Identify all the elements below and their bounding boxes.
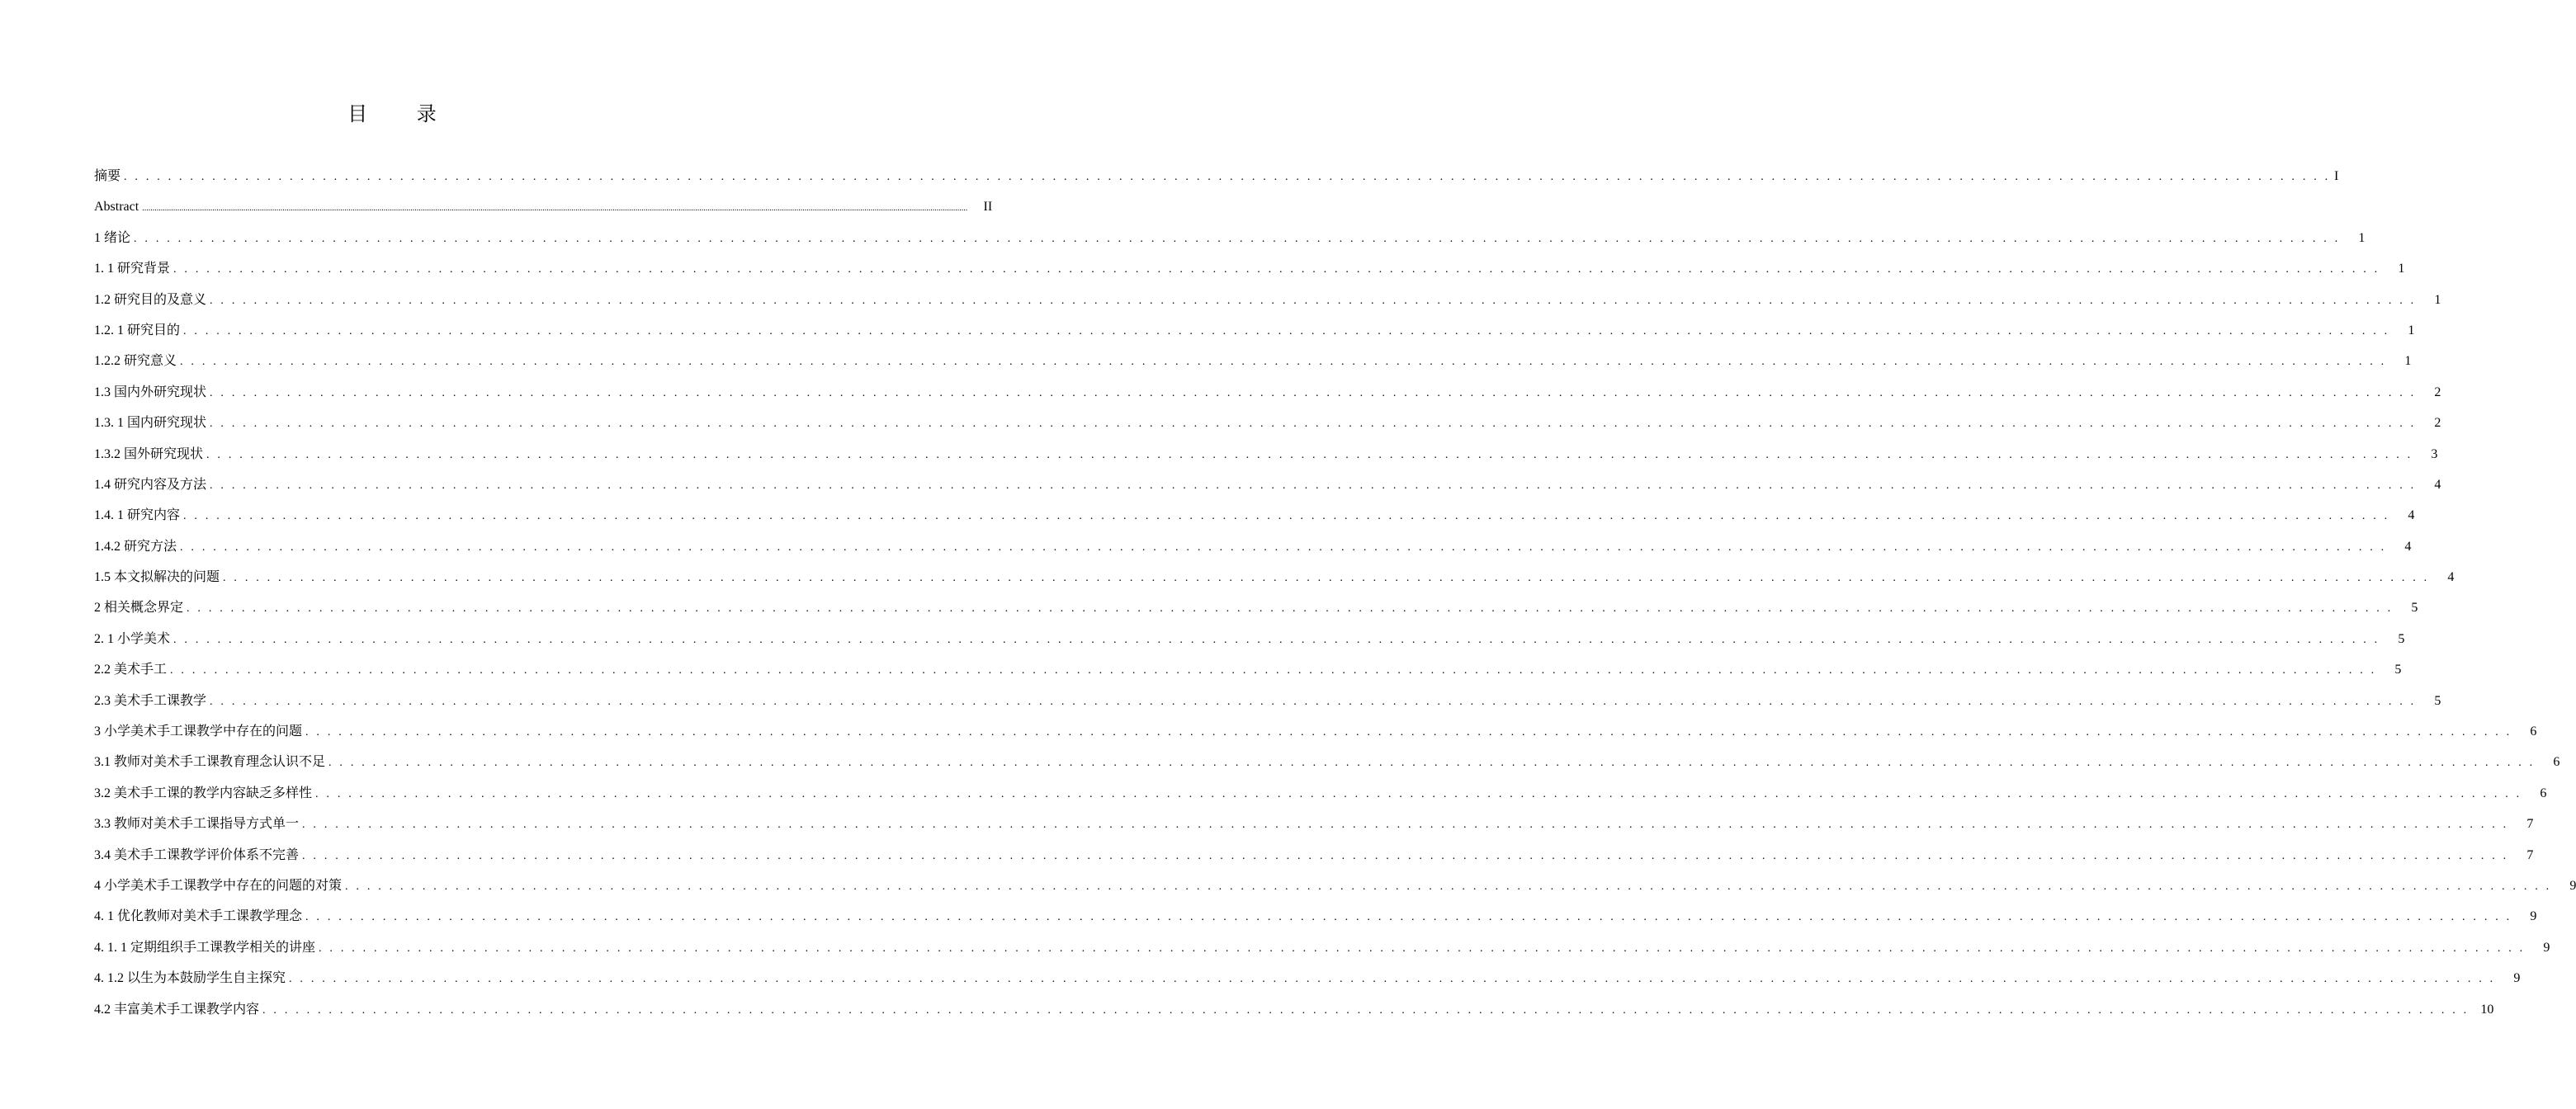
toc-entry-label: 1.3 国内外研究现状: [94, 385, 207, 399]
toc-entry-label: 1. 1 研究背景: [94, 262, 171, 276]
toc-entry-page-number: 1: [2408, 323, 2415, 337]
toc-entry-page-number: I: [2334, 169, 2339, 183]
toc-dot-leader: ................................................................................................................................................................................................................................................................................................................................................................................................................: [142, 204, 968, 214]
toc-entry-label: 4. 1. 1 定期组织手工课教学相关的讲座: [94, 940, 316, 955]
toc-entry[interactable]: [94, 439, 2438, 470]
toc-dot-leader: . . . . . . . . . . . . . . . . . . . . . . . . . . . . . . . . . . . . . . . . . . . . . . . . . . . . . . . . . . . . . . . . . . . . . . . . . . . . . . . . . . . . . . . . . . . . . . . . . . . . . . . . . . . . . . . . . . . . . . . . . . . . . . . . . . . . . . . . . . . . . . . . . . . . . . . . . . . . . . . . . . . . . . . . . . . . . . . . . . . . . . . . . . . . . . . . . . . . . . . .: [134, 232, 2341, 245]
toc-dot-leader: . . . . . . . . . . . . . . . . . . . . . . . . . . . . . . . . . . . . . . . . . . . . . . . . . . . . . . . . . . . . . . . . . . . . . . . . . . . . . . . . . . . . . . . . . . . . . . . . . . . . . . . . . . . . . . . . . . . . . . . . . . . . . . . . . . . . . . . . . . . . . . . . . . . . . . . . . . . . . . . . . . . . . . . . . . . . . . . . . . . . . . . . . . . . . . . . . . . . . . . .: [180, 356, 2387, 369]
toc-entry-label: 3 小学美术手工课教学中存在的问题: [94, 724, 303, 739]
toc-dot-leader: . . . . . . . . . . . . . . . . . . . . . . . . . . . . . . . . . . . . . . . . . . . . . . . . . . . . . . . . . . . . . . . . . . . . . . . . . . . . . . . . . . . . . . . . . . . . . . . . . . . . . . . . . . . . . . . . . . . . . . . . . . . . . . . . . . . . . . . . . . . . . . . . . . . . . . . . . . . . . . . . . . . . . . . . . . . . . . . . . . . . . . . . . . . . . . . . . . . . . . . .: [262, 1003, 2470, 1017]
toc-entry[interactable]: [94, 871, 2576, 901]
toc-dot-leader: . . . . . . . . . . . . . . . . . . . . . . . . . . . . . . . . . . . . . . . . . . . . . . . . . . . . . . . . . . . . . . . . . . . . . . . . . . . . . . . . . . . . . . . . . . . . . . . . . . . . . . . . . . . . . . . . . . . . . . . . . . . . . . . . . . . . . . . . . . . . . . . . . . . . . . . . . . . . . . . . . . . . . . . . . . . . . . . . . . . . . . . . . . . . . . . . . . . . . . . .: [223, 572, 2430, 585]
toc-entry-page-number: 2: [2434, 416, 2441, 431]
toc-entry-label: 1.2 研究目的及意义: [94, 292, 207, 307]
toc-dot-leader: . . . . . . . . . . . . . . . . . . . . . . . . . . . . . . . . . . . . . . . . . . . . . . . . . . . . . . . . . . . . . . . . . . . . . . . . . . . . . . . . . . . . . . . . . . . . . . . . . . . . . . . . . . . . . . . . . . . . . . . . . . . . . . . . . . . . . . . . . . . . . . . . . . . . . . . . . . . . . . . . . . . . . . . . . . . . . . . . . . . . . . . . . . . . . . . . . . . . . . . .: [305, 911, 2512, 924]
toc-dot-leader: . . . . . . . . . . . . . . . . . . . . . . . . . . . . . . . . . . . . . . . . . . . . . . . . . . . . . . . . . . . . . . . . . . . . . . . . . . . . . . . . . . . . . . . . . . . . . . . . . . . . . . . . . . . . . . . . . . . . . . . . . . . . . . . . . . . . . . . . . . . . . . . . . . . . . . . . . . . . . . . . . . . . . . . . . . . . . . . . . . . . . . . . . . . . . . . . . . . . . . . .: [187, 602, 2394, 616]
toc-entry-label: 1.4 研究内容及方法: [94, 477, 207, 492]
toc-dot-leader: . . . . . . . . . . . . . . . . . . . . . . . . . . . . . . . . . . . . . . . . . . . . . . . . . . . . . . . . . . . . . . . . . . . . . . . . . . . . . . . . . . . . . . . . . . . . . . . . . . . . . . . . . . . . . . . . . . . . . . . . . . . . . . . . . . . . . . . . . . . . . . . . . . . . . . . . . . . . . . . . . . . . . . . . . . . . . . . . . . . . . . . . . . . . . . . . . . . . . . . .: [319, 941, 2526, 955]
toc-entry[interactable]: [94, 161, 2339, 191]
toc-entry-page-number: 2: [2434, 385, 2441, 399]
toc-entry-page-number: 4: [2408, 508, 2415, 523]
toc-dot-leader: . . . . . . . . . . . . . . . . . . . . . . . . . . . . . . . . . . . . . . . . . . . . . . . . . . . . . . . . . . . . . . . . . . . . . . . . . . . . . . . . . . . . . . . . . . . . . . . . . . . . . . . . . . . . . . . . . . . . . . . . . . . . . . . . . . . . . . . . . . . . . . . . . . . . . . . . . . . . . . . . . . . . . . . . . . . . . . . . . . . . . . . . . . . . . . . . . . . . . . . .: [345, 880, 2552, 893]
toc-entry[interactable]: [94, 315, 2415, 346]
toc-entry-page-number: 9: [2530, 909, 2537, 924]
toc-entry-page-number: 6: [2530, 724, 2537, 739]
toc-entry-label: 2.3 美术手工课教学: [94, 693, 207, 708]
toc-dot-leader: . . . . . . . . . . . . . . . . . . . . . . . . . . . . . . . . . . . . . . . . . . . . . . . . . . . . . . . . . . . . . . . . . . . . . . . . . . . . . . . . . . . . . . . . . . . . . . . . . . . . . . . . . . . . . . . . . . . . . . . . . . . . . . . . . . . . . . . . . . . . . . . . . . . . . . . . . . . . . . . . . . . . . . . . . . . . . . . . . . . . . . . . . . . . . . . . . . . . . . . .: [315, 787, 2522, 800]
toc-entry-label: 3.4 美术手工课教学评价体系不完善: [94, 847, 300, 862]
toc-title: 目 录: [347, 102, 458, 125]
toc-dot-leader: . . . . . . . . . . . . . . . . . . . . . . . . . . . . . . . . . . . . . . . . . . . . . . . . . . . . . . . . . . . . . . . . . . . . . . . . . . . . . . . . . . . . . . . . . . . . . . . . . . . . . . . . . . . . . . . . . . . . . . . . . . . . . . . . . . . . . . . . . . . . . . . . . . . . . . . . . . . . . . . . . . . . . . . . . . . . . . . . . . . . . . . . . . . . . . . . . . . . . . . .: [180, 540, 2387, 554]
toc-dot-leader: . . . . . . . . . . . . . . . . . . . . . . . . . . . . . . . . . . . . . . . . . . . . . . . . . . . . . . . . . . . . . . . . . . . . . . . . . . . . . . . . . . . . . . . . . . . . . . . . . . . . . . . . . . . . . . . . . . . . . . . . . . . . . . . . . . . . . . . . . . . . . . . . . . . . . . . . . . . . . . . . . . . . . . . . . . . . . . . . . . . . . . . . . . . . . . . . . . . . . . . .: [183, 510, 2390, 523]
toc-entry-page-number: 5: [2394, 663, 2402, 677]
toc-entry-label: 3.3 教师对美术手工课指导方式单一: [94, 817, 300, 832]
toc-entry[interactable]: [94, 778, 2547, 809]
toc-entry-page-number: 6: [2553, 755, 2560, 770]
toc-entry-label: 1.2.2 研究意义: [94, 354, 177, 369]
toc-entry-page-number: 3: [2431, 446, 2438, 461]
toc-entry[interactable]: [94, 809, 2534, 839]
toc-entry-page-number: 4: [2447, 570, 2455, 585]
toc-entry-page-number: 4: [2434, 477, 2441, 492]
toc-entry-page-number: II: [983, 200, 993, 215]
toc-entry[interactable]: [94, 253, 2405, 284]
toc-dot-leader: . . . . . . . . . . . . . . . . . . . . . . . . . . . . . . . . . . . . . . . . . . . . . . . . . . . . . . . . . . . . . . . . . . . . . . . . . . . . . . . . . . . . . . . . . . . . . . . . . . . . . . . . . . . . . . . . . . . . . . . . . . . . . . . . . . . . . . . . . . . . . . . . . . . . . . . . . . . . . . . . . . . . . . . . . . . . . . . . . . . . . . . . . . . . . . . . . . . . . . . .: [210, 294, 2417, 307]
toc-entry[interactable]: [94, 285, 2441, 315]
toc-entry-page-number: 9: [2513, 971, 2521, 986]
toc-entry[interactable]: [94, 377, 2441, 408]
toc-entry-label: 摘要: [94, 169, 121, 183]
toc-dot-leader: . . . . . . . . . . . . . . . . . . . . . . . . . . . . . . . . . . . . . . . . . . . . . . . . . . . . . . . . . . . . . . . . . . . . . . . . . . . . . . . . . . . . . . . . . . . . . . . . . . . . . . . . . . . . . . . . . . . . . . . . . . . . . . . . . . . . . . . . . . . . . . . . . . . . . . . . . . . . . . . . . . . . . . . . . . . . . . . . . . . . . . . . . . . . . . . . . . . . . . . .: [210, 695, 2417, 708]
toc-dot-leader: . . . . . . . . . . . . . . . . . . . . . . . . . . . . . . . . . . . . . . . . . . . . . . . . . . . . . . . . . . . . . . . . . . . . . . . . . . . . . . . . . . . . . . . . . . . . . . . . . . . . . . . . . . . . . . . . . . . . . . . . . . . . . . . . . . . . . . . . . . . . . . . . . . . . . . . . . . . . . . . . . . . . . . . . . . . . . . . . . . . . . . . . . . . . . . . . . . . . . . . .: [170, 664, 2377, 677]
toc-entry[interactable]: [94, 747, 2560, 777]
toc-entry[interactable]: [94, 500, 2415, 531]
toc-entry-label: 1.3. 1 国内研究现状: [94, 416, 207, 431]
toc-entry-label: 1.4.2 研究方法: [94, 539, 177, 554]
toc-entry[interactable]: [94, 686, 2441, 716]
toc-entry-label: Abstract: [94, 200, 139, 215]
toc-entry[interactable]: [94, 592, 2418, 623]
toc-entry-page-number: 1: [2398, 262, 2405, 276]
toc-entry-label: 4. 1.2 以生为本鼓励学生自主探究: [94, 971, 286, 986]
toc-entry[interactable]: [94, 624, 2405, 654]
toc-dot-leader: . . . . . . . . . . . . . . . . . . . . . . . . . . . . . . . . . . . . . . . . . . . . . . . . . . . . . . . . . . . . . . . . . . . . . . . . . . . . . . . . . . . . . . . . . . . . . . . . . . . . . . . . . . . . . . . . . . . . . . . . . . . . . . . . . . . . . . . . . . . . . . . . . . . . . . . . . . . . . . . . . . . . . . . . . . . . . . . . . . . . . . . . . . . . . . . . . . . . . . . .: [173, 633, 2380, 646]
toc-entry-label: 3.2 美术手工课的教学内容缺乏多样性: [94, 786, 313, 800]
toc-entry[interactable]: [94, 840, 2534, 871]
toc-entry-label: 2 相关概念界定: [94, 601, 184, 616]
toc-entry-label: 1 绪论: [94, 230, 131, 245]
toc-entry-page-number: 6: [2540, 786, 2547, 800]
toc-entry-label: 4. 1 优化教师对美术手工课教学理念: [94, 909, 303, 924]
toc-entry[interactable]: [94, 932, 2550, 963]
toc-entry-page-number: 9: [2569, 878, 2576, 893]
toc-entry-page-number: 9: [2543, 940, 2550, 955]
toc-entry-page-number: 10: [2480, 1002, 2494, 1017]
toc-dot-leader: . . . . . . . . . . . . . . . . . . . . . . . . . . . . . . . . . . . . . . . . . . . . . . . . . . . . . . . . . . . . . . . . . . . . . . . . . . . . . . . . . . . . . . . . . . . . . . . . . . . . . . . . . . . . . . . . . . . . . . . . . . . . . . . . . . . . . . . . . . . . . . . . . . . . . . . . . . . . . . . . . . . . . . . . . . . . . . . . . . . . . . . . . . . . . . . . . . . . . . . .: [289, 973, 2496, 986]
toc-entry-page-number: 1: [2434, 292, 2441, 307]
toc-dot-leader: . . . . . . . . . . . . . . . . . . . . . . . . . . . . . . . . . . . . . . . . . . . . . . . . . . . . . . . . . . . . . . . . . . . . . . . . . . . . . . . . . . . . . . . . . . . . . . . . . . . . . . . . . . . . . . . . . . . . . . . . . . . . . . . . . . . . . . . . . . . . . . . . . . . . . . . . . . . . . . . . . . . . . . . . . . . . . . . . . . . . . . . . . . . . . . . . . . . . . . . .: [302, 849, 2509, 862]
toc-entry[interactable]: [94, 994, 2494, 1025]
toc-entry[interactable]: [94, 346, 2412, 376]
toc-entry-page-number: 1: [2358, 230, 2366, 245]
toc-dot-leader: . . . . . . . . . . . . . . . . . . . . . . . . . . . . . . . . . . . . . . . . . . . . . . . . . . . . . . . . . . . . . . . . . . . . . . . . . . . . . . . . . . . . . . . . . . . . . . . . . . . . . . . . . . . . . . . . . . . . . . . . . . . . . . . . . . . . . . . . . . . . . . . . . . . . . . . . . . . . . . . . . . . . . . . . . . . . . . . . . . . . . . . . . . . . . . . . . . . . . . . .: [183, 324, 2390, 337]
toc-entry-page-number: 5: [2434, 693, 2441, 708]
toc-entry-page-number: 7: [2526, 847, 2534, 862]
toc-entry[interactable]: [94, 223, 2366, 253]
toc-dot-leader: . . . . . . . . . . . . . . . . . . . . . . . . . . . . . . . . . . . . . . . . . . . . . . . . . . . . . . . . . . . . . . . . . . . . . . . . . . . . . . . . . . . . . . . . . . . . . . . . . . . . . . . . . . . . . . . . . . . . . . . . . . . . . . . . . . . . . . . . . . . . . . . . . . . . . . . . . . . . . . . . . . . . . . . . . . . . . . . . . . . . . . . . . . . . . . . . . . . . . . . .: [302, 819, 2509, 832]
toc-entry-label: 1.4. 1 研究内容: [94, 508, 181, 523]
toc-dot-leader: . . . . . . . . . . . . . . . . . . . . . . . . . . . . . . . . . . . . . . . . . . . . . . . . . . . . . . . . . . . . . . . . . . . . . . . . . . . . . . . . . . . . . . . . . . . . . . . . . . . . . . . . . . . . . . . . . . . . . . . . . . . . . . . . . . . . . . . . . . . . . . . . . . . . . . . . . . . . . . . . . . . . . . . . . . . . . . . . . . . . . . . . . . . . . . . . . . . . . . . .: [210, 418, 2417, 431]
toc-entry[interactable]: [94, 408, 2441, 438]
toc-entry[interactable]: [94, 470, 2441, 500]
toc-dot-leader: . . . . . . . . . . . . . . . . . . . . . . . . . . . . . . . . . . . . . . . . . . . . . . . . . . . . . . . . . . . . . . . . . . . . . . . . . . . . . . . . . . . . . . . . . . . . . . . . . . . . . . . . . . . . . . . . . . . . . . . . . . . . . . . . . . . . . . . . . . . . . . . . . . . . . . . . . . . . . . . . . . . . . . . . . . . . . . . . . . . . . . . . . . . . . . . . . . . . . . . .: [210, 386, 2417, 399]
toc-entry[interactable]: [94, 963, 2521, 993]
toc-entry-label: 1.5 本文拟解决的问题: [94, 570, 220, 585]
toc-entry[interactable]: [94, 191, 993, 222]
toc-entry-label: 2. 1 小学美术: [94, 631, 171, 646]
toc-entry-label: 1.2. 1 研究目的: [94, 323, 181, 337]
toc-list: [94, 161, 2576, 1025]
toc-entry-page-number: 7: [2526, 817, 2534, 832]
toc-entry-page-number: 1: [2404, 354, 2412, 369]
toc-entry-page-number: 4: [2404, 539, 2412, 554]
toc-entry-page-number: 5: [2411, 601, 2418, 616]
toc-entry-label: 4 小学美术手工课教学中存在的问题的对策: [94, 878, 343, 893]
toc-entry[interactable]: [94, 716, 2537, 747]
toc-entry[interactable]: [94, 562, 2455, 592]
toc-entry[interactable]: [94, 654, 2402, 685]
toc-dot-leader: . . . . . . . . . . . . . . . . . . . . . . . . . . . . . . . . . . . . . . . . . . . . . . . . . . . . . . . . . . . . . . . . . . . . . . . . . . . . . . . . . . . . . . . . . . . . . . . . . . . . . . . . . . . . . . . . . . . . . . . . . . . . . . . . . . . . . . . . . . . . . . . . . . . . . . . . . . . . . . . . . . . . . . . . . . . . . . . . . . . . . . . . . . . . . . . . . . . . . . . .: [173, 263, 2380, 276]
toc-entry-label: 3.1 教师对美术手工课教育理念认识不足: [94, 755, 326, 770]
toc-entry[interactable]: [94, 531, 2412, 562]
toc-entry-label: 1.3.2 国外研究现状: [94, 446, 204, 461]
toc-entry[interactable]: [94, 901, 2537, 932]
toc-entry-label: 2.2 美术手工: [94, 663, 168, 677]
toc-entry-page-number: 5: [2398, 631, 2405, 646]
toc-dot-leader: . . . . . . . . . . . . . . . . . . . . . . . . . . . . . . . . . . . . . . . . . . . . . . . . . . . . . . . . . . . . . . . . . . . . . . . . . . . . . . . . . . . . . . . . . . . . . . . . . . . . . . . . . . . . . . . . . . . . . . . . . . . . . . . . . . . . . . . . . . . . . . . . . . . . . . . . . . . . . . . . . . . . . . . . . . . . . . . . . . . . . . . . . . . . . . . . . . . . . . . .: [206, 448, 2413, 461]
toc-entry-label: 4.2 丰富美术手工课教学内容: [94, 1002, 260, 1017]
toc-dot-leader: . . . . . . . . . . . . . . . . . . . . . . . . . . . . . . . . . . . . . . . . . . . . . . . . . . . . . . . . . . . . . . . . . . . . . . . . . . . . . . . . . . . . . . . . . . . . . . . . . . . . . . . . . . . . . . . . . . . . . . . . . . . . . . . . . . . . . . . . . . . . . . . . . . . . . . . . . . . . . . . . . . . . . . . . . . . . . . . . . . . . . . . . . . . . . . . . . . . . . . . .: [124, 171, 2331, 183]
toc-dot-leader: . . . . . . . . . . . . . . . . . . . . . . . . . . . . . . . . . . . . . . . . . . . . . . . . . . . . . . . . . . . . . . . . . . . . . . . . . . . . . . . . . . . . . . . . . . . . . . . . . . . . . . . . . . . . . . . . . . . . . . . . . . . . . . . . . . . . . . . . . . . . . . . . . . . . . . . . . . . . . . . . . . . . . . . . . . . . . . . . . . . . . . . . . . . . . . . . . . . . . . . .: [305, 726, 2512, 739]
toc-dot-leader: . . . . . . . . . . . . . . . . . . . . . . . . . . . . . . . . . . . . . . . . . . . . . . . . . . . . . . . . . . . . . . . . . . . . . . . . . . . . . . . . . . . . . . . . . . . . . . . . . . . . . . . . . . . . . . . . . . . . . . . . . . . . . . . . . . . . . . . . . . . . . . . . . . . . . . . . . . . . . . . . . . . . . . . . . . . . . . . . . . . . . . . . . . . . . . . . . . . . . . . .: [328, 757, 2536, 770]
toc-dot-leader: . . . . . . . . . . . . . . . . . . . . . . . . . . . . . . . . . . . . . . . . . . . . . . . . . . . . . . . . . . . . . . . . . . . . . . . . . . . . . . . . . . . . . . . . . . . . . . . . . . . . . . . . . . . . . . . . . . . . . . . . . . . . . . . . . . . . . . . . . . . . . . . . . . . . . . . . . . . . . . . . . . . . . . . . . . . . . . . . . . . . . . . . . . . . . . . . . . . . . . . .: [210, 479, 2417, 492]
